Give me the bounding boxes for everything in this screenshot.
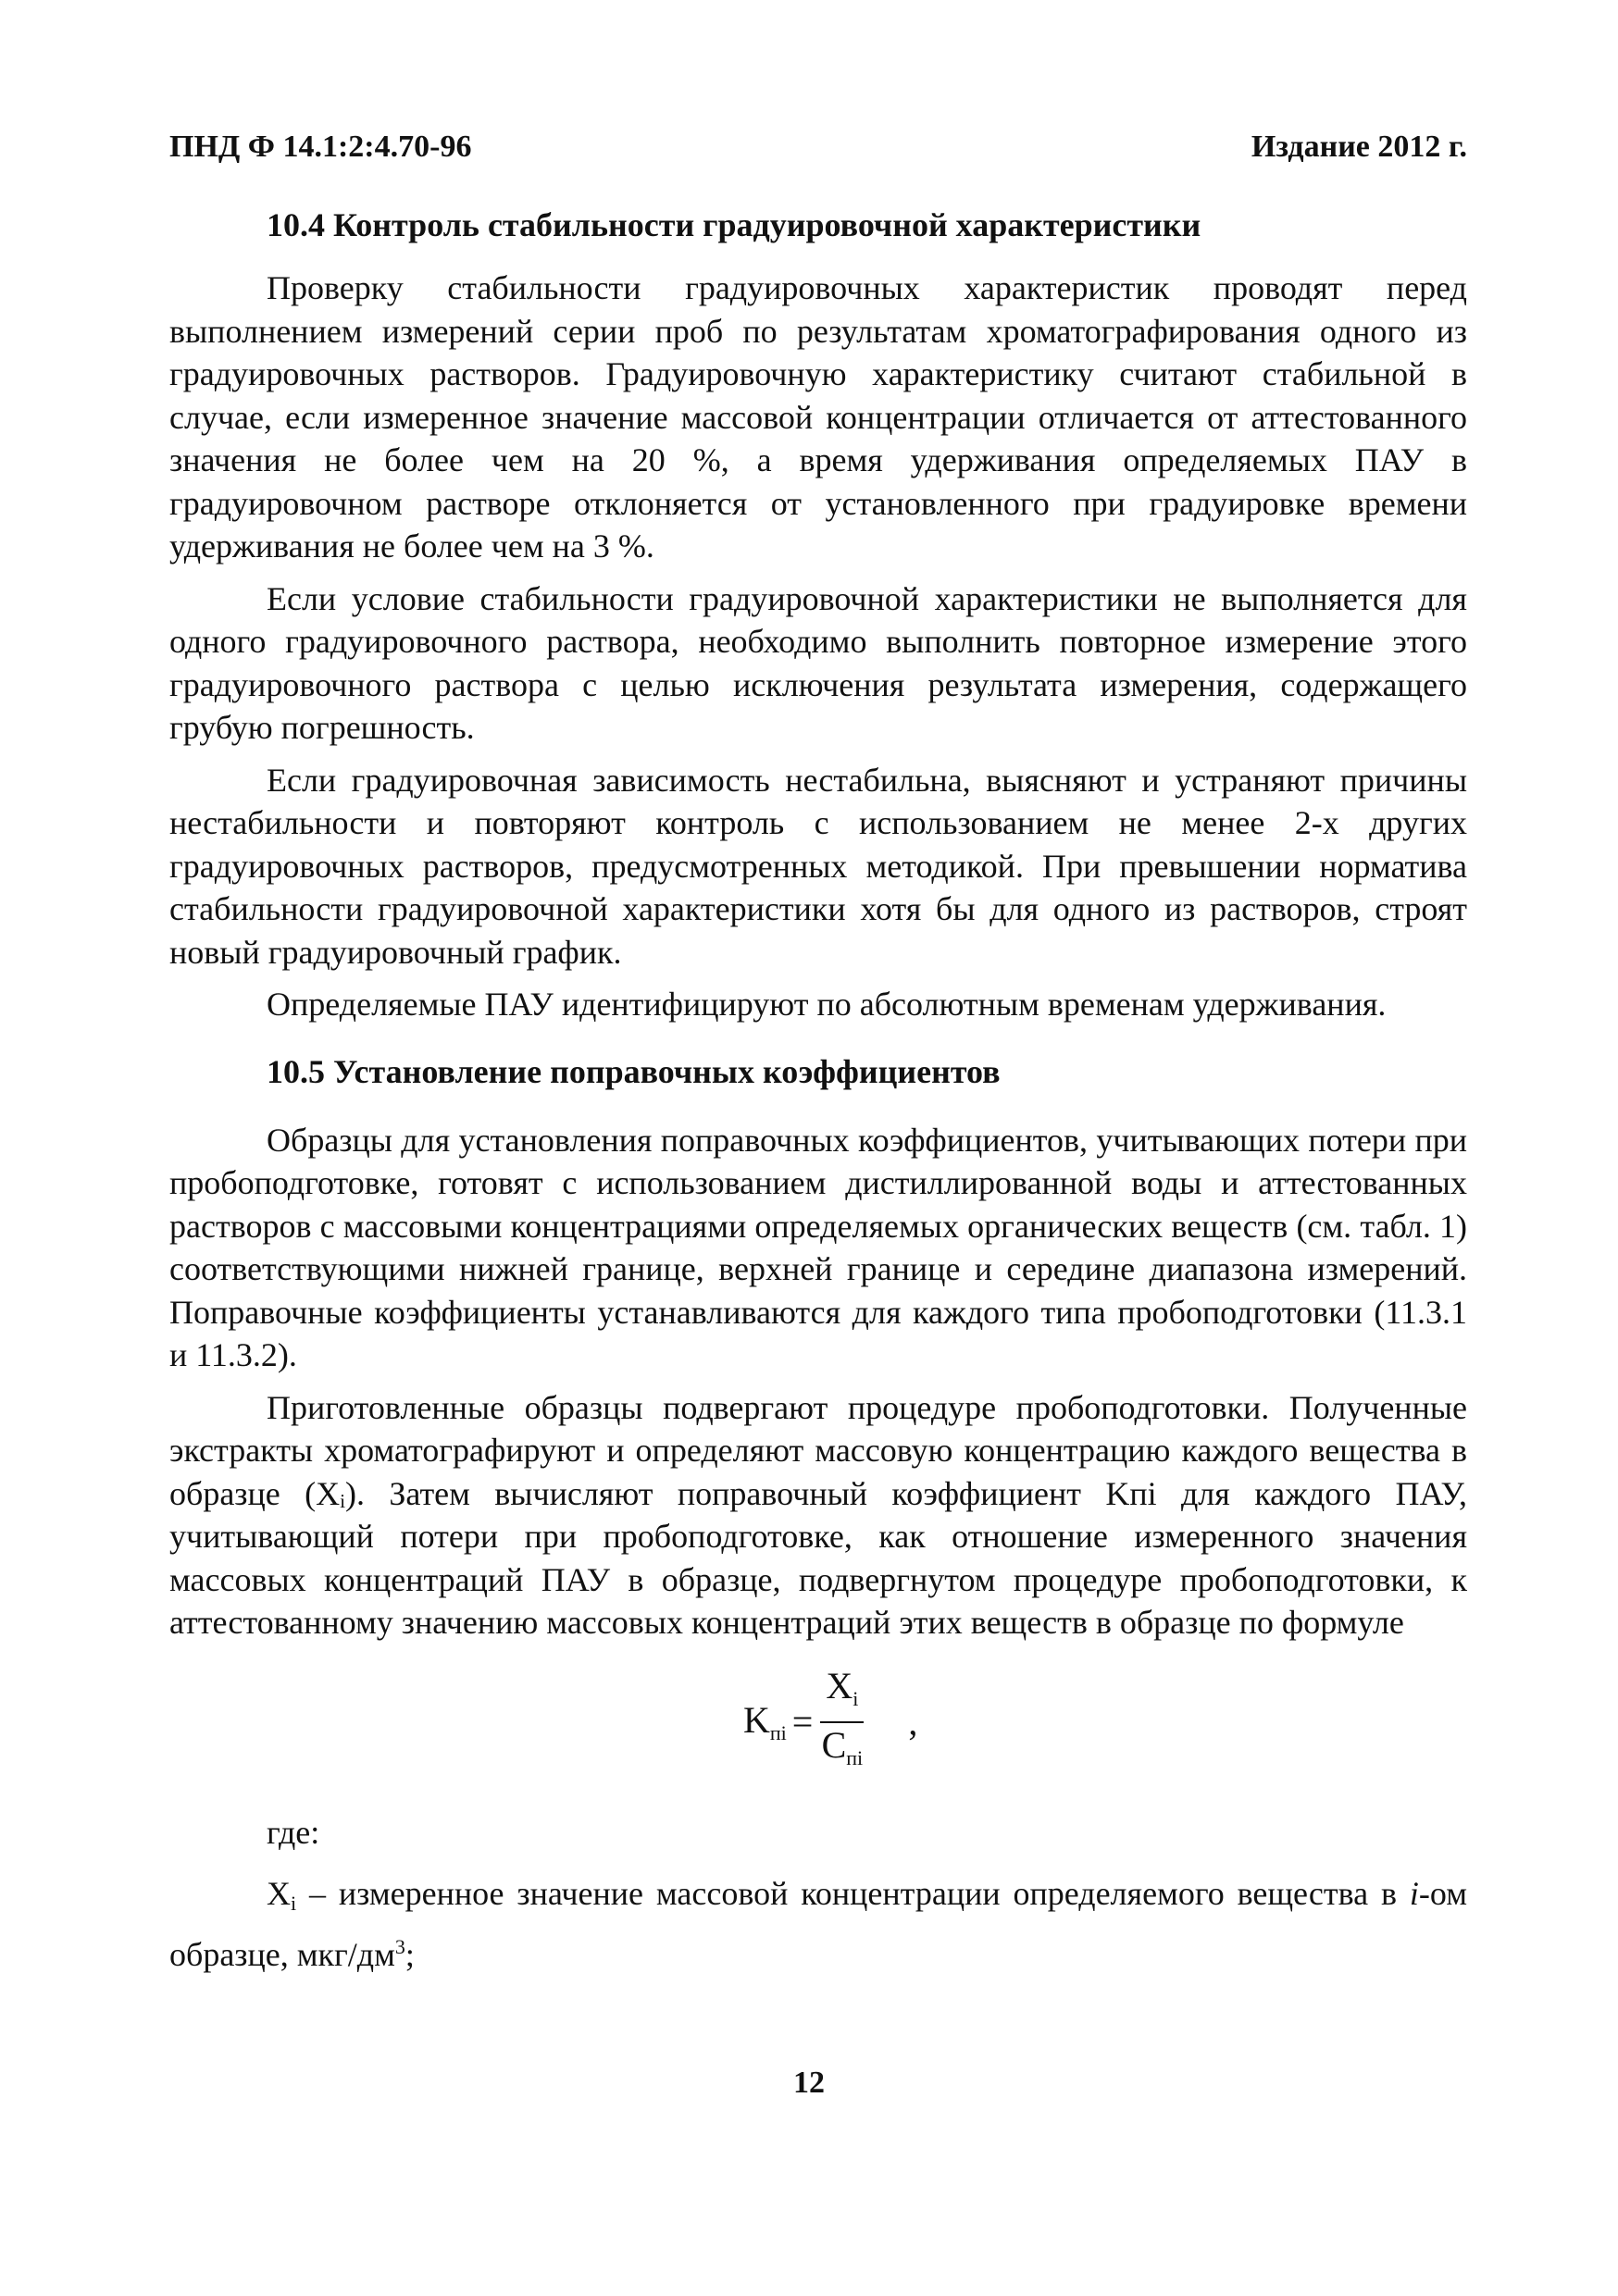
document-code: ПНД Ф 14.1:2:4.70-96 (169, 130, 472, 164)
formula-lhs: $K_{пi}$ (743, 1699, 787, 1744)
section-heading-10-5: 10.5 Установление поправочных коэффициентов (267, 1052, 1001, 1090)
paragraph: Если условие стабильности градуировочной характеристики не выполняется для одного градуировочного раствора, необходимо выполнить повторное измерение этого градуировочного раствора с целью исключения результата измерения, содержащего грубую погрешность. (169, 579, 1467, 746)
formula-correction-coefficient (169, 1664, 1467, 1796)
formula-equals: = (791, 1701, 814, 1743)
page-number: 12 (793, 2066, 825, 2100)
paragraph: Образцы для установления поправочных коэффициентов, учитывающих потери при пробоподготовке, готовят с использованием дистиллированной воды и аттестованных растворов с массовыми концентрациями определяемых органических веществ (см. табл. 1) соответствующими нижней границе, верхней границе и середине диапазона измерений. Поправочные коэффициенты устанавливаются для каждого типа пробоподготовки (11.3.1 и 11.3.2). (169, 1121, 1467, 1373)
page-content (169, 202, 1467, 1976)
formula-comma: , (908, 1701, 918, 1743)
page-header (169, 130, 1467, 176)
paragraph: Определяемые ПАУ идентифицируют по абсолютным временам удерживания. (267, 986, 1387, 1023)
formula-denominator: $C_{пi}$ (821, 1723, 864, 1769)
edition-label: Издание 2012 г. (1251, 130, 1467, 164)
paragraph: Приготовленные образцы подвергают процедуре пробоподготовки. Полученные экстракты хроматографируют и определяют массовую концентрацию каждого вещества в образце (Xᵢ). Затем вычисляют поправочный коэффициент Kпi для каждого ПАУ, учитывающий потери при пробоподготовке, как отношение измеренного значения массовых концентраций ПАУ в образце, подвергнутом процедуре пробоподготовки, к аттестованному значению массовых концентраций этих веществ в образце по формуле (169, 1388, 1467, 1641)
paragraph: Проверку стабильности градуировочных характеристик проводят перед выполнением измерений серии проб по результатам хроматографирования одного из градуировочных растворов. Градуировочную характеристику считают стабильной в случае, если измеренное значение массовой концентрации отличается от аттестованного значения не более чем на 20 %, а время удерживания определяемых ПАУ в градуировочном растворе отклоняется от установленного при градуировке времени удерживания не более чем на 3 %. (169, 269, 1467, 565)
variable-definition: Xi – измеренное значение массовой концентрации определяемого вещества в i-ом образце, мкг/$дм^3$; (169, 1875, 1467, 1973)
formula-numerator: $X_i$ (820, 1666, 864, 1723)
section-heading-10-4: 10.4 Контроль стабильности градуировочной характеристики (267, 206, 1201, 243)
formula-fraction (820, 1666, 864, 1779)
paragraph: Если градуировочная зависимость нестабильна, выясняют и устраняют причины нестабильности и повторяют контроль с использованием не менее 2-х других градуировочных растворов, предусмотренных методикой. При превышении норматива стабильности градуировочной характеристики хотя бы для одного из растворов, строят новый градуировочный график. (169, 761, 1467, 971)
where-label: где: (267, 1813, 320, 1851)
